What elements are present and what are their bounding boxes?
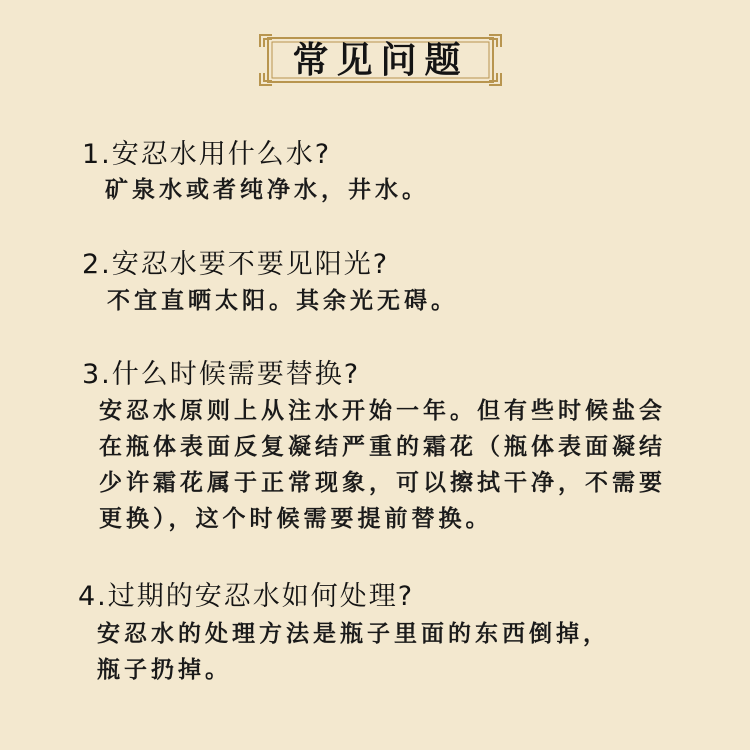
faq-answer-3 (99, 393, 666, 537)
title-frame (258, 33, 503, 87)
faq-answer-3-line-1: 安忍水原则上从注水开始一年。但有些时候盐会 (99, 397, 666, 424)
faq-answer-4 (97, 616, 610, 688)
faq-answer-3-line-2: 在瓶体表面反复凝结严重的霜花（瓶体表面凝结 (99, 433, 666, 460)
faq-question-4: 4.过期的安忍水如何处理? (78, 581, 415, 612)
faq-answer-1 (105, 172, 429, 208)
faq-answer-3-line-3: 少许霜花属于正常现象，可以擦拭干净，不需要 (99, 469, 666, 496)
faq-question-1: 1.安忍水用什么水? (82, 139, 332, 170)
faq-answer-4-line-2: 瓶子扔掉。 (97, 656, 232, 683)
faq-answer-4-line-1: 安忍水的处理方法是瓶子里面的东西倒掉， (97, 620, 610, 647)
page-title: 常见问题 (292, 39, 469, 81)
faq-question-3: 3.什么时候需要替换? (82, 359, 361, 390)
faq-answer-3-line-4: 更换），这个时候需要提前替换。 (99, 505, 493, 532)
faq-answer-2-line-1: 不宜直晒太阳。其余光无碍。 (107, 287, 458, 314)
faq-answer-2 (107, 283, 458, 319)
faq-question-2: 2.安忍水要不要见阳光? (82, 249, 390, 280)
faq-answer-1-line-1: 矿泉水或者纯净水，井水。 (105, 176, 429, 203)
